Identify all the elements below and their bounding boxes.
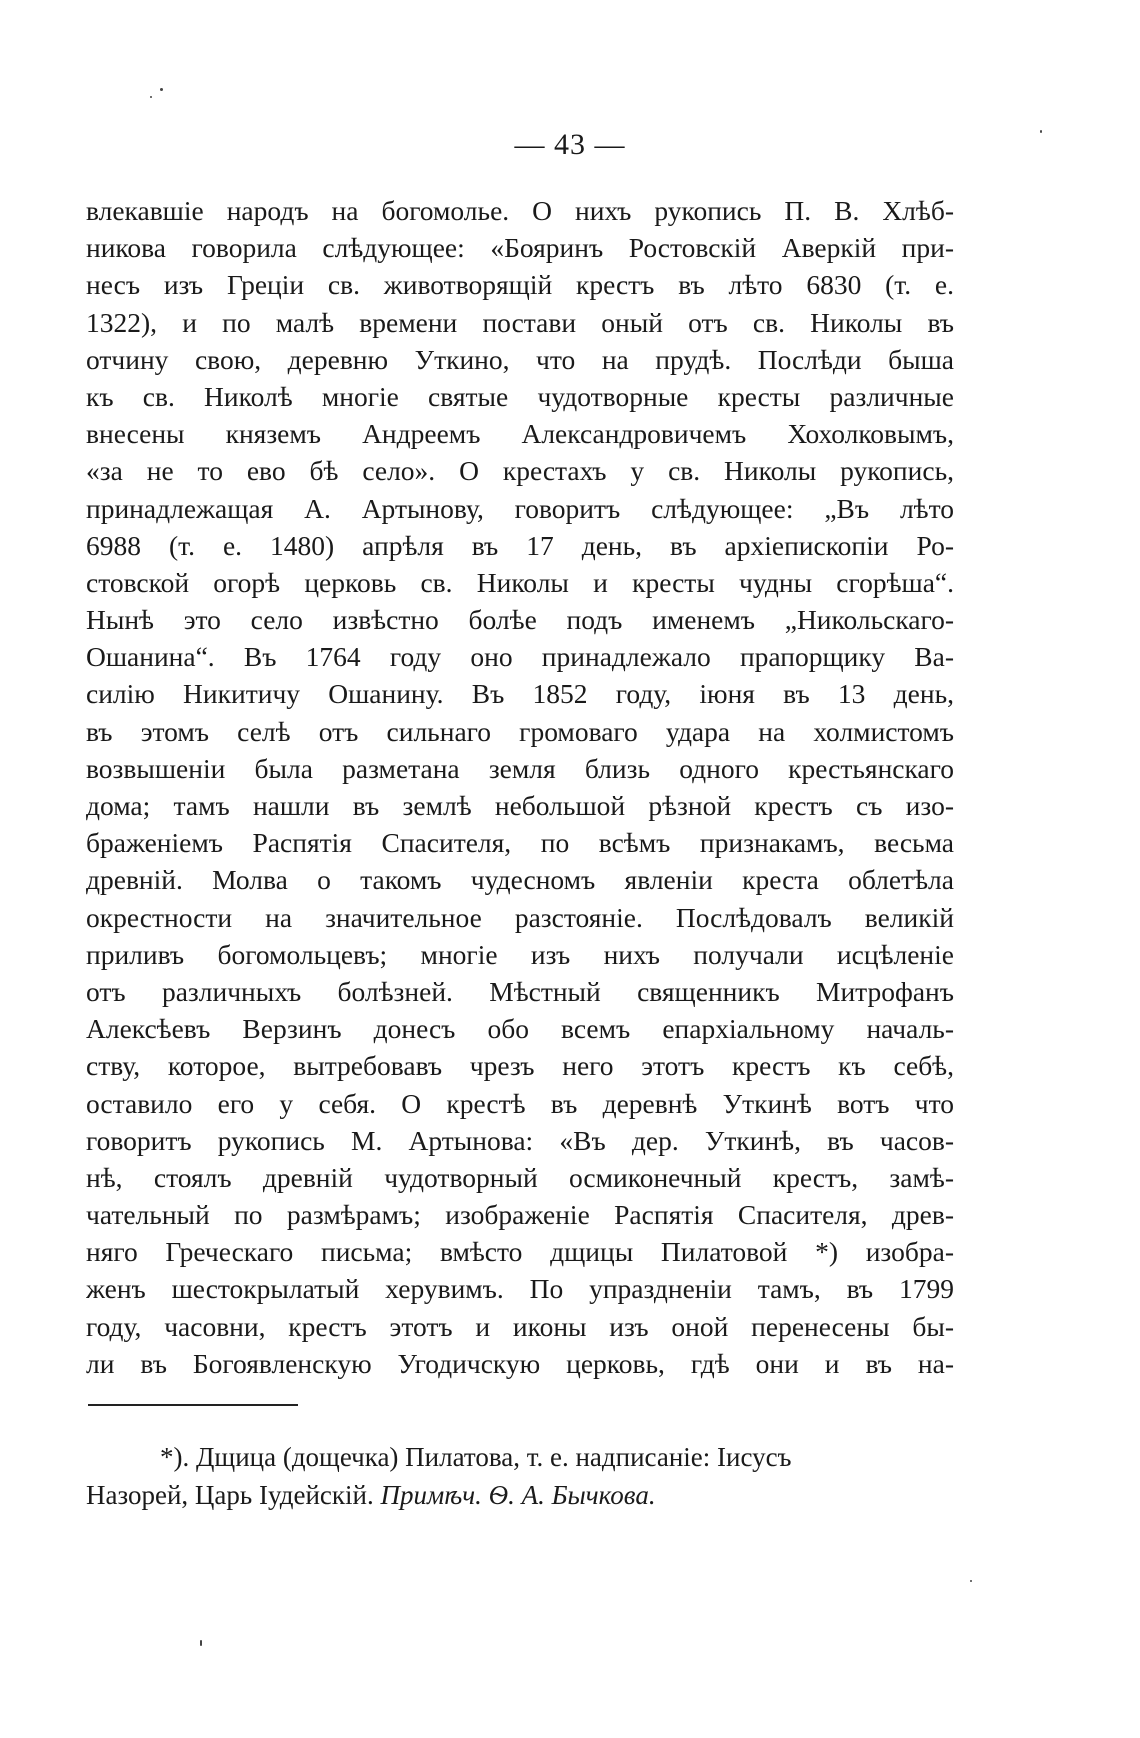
scan-speck bbox=[160, 88, 163, 91]
text-line: древній. Молва о такомъ чудесномъ явленіи креста облетѣла bbox=[86, 864, 954, 896]
scan-speck bbox=[150, 96, 152, 98]
text-line: Алексѣевъ Верзинъ донесъ обо всемъ епархіальному началь- bbox=[86, 1013, 954, 1045]
page-number: — 43 — bbox=[514, 128, 626, 161]
text-line: окрестности на значительное разстояніе. Послѣдовалъ великій bbox=[86, 901, 954, 933]
text-line: возвышеніи была разметана земля близь одного крестьянскаго bbox=[86, 752, 954, 784]
footnote-line-2 bbox=[86, 1476, 954, 1514]
text-line: чательный по размѣрамъ; изображеніе Распятія Спасителя, древ- bbox=[86, 1199, 954, 1231]
text-line: внесены княземъ Андреемъ Александровичемъ Хохолковымъ, bbox=[86, 418, 954, 450]
text-line: стовской огорѣ церковь св. Николы и кресты чудны сгорѣша“. bbox=[86, 566, 954, 598]
scan-speck bbox=[970, 1580, 972, 1582]
text-line: Ошанина“. Въ 1764 году оно принадлежало прапорщику Ва- bbox=[86, 641, 954, 673]
text-line: влекавшіе народъ на богомолье. О нихъ рукопись П. В. Хлѣб- bbox=[86, 195, 954, 226]
footnote-divider bbox=[88, 1404, 298, 1406]
text-line: говоритъ рукопись М. Артынова: «Въ дер. Уткинѣ, въ часов- bbox=[86, 1124, 954, 1156]
scan-speck bbox=[1040, 130, 1042, 133]
text-line: отчину свою, деревню Уткино, что на прудѣ. Послѣди быша bbox=[86, 343, 954, 375]
text-line: приливъ богомольцевъ; многіе изъ нихъ получали исцѣленіе bbox=[86, 938, 954, 970]
text-line: «за не то ево бѣ село». О крестахъ у св. Николы рукопись, bbox=[86, 455, 954, 487]
text-line: принадлежащая А. Артынову, говоритъ слѣдующее: „Въ лѣто bbox=[86, 492, 954, 524]
text-line: ли въ Богоявленскую Угодичскую церковь, гдѣ они и въ на- bbox=[86, 1347, 954, 1379]
text-line: году, часовни, крестъ этотъ и иконы изъ оной перенесены бы- bbox=[86, 1310, 954, 1342]
text-line: въ этомъ селѣ отъ сильнаго громоваго удара на холмистомъ bbox=[86, 715, 954, 747]
text-line: дома; тамъ нашли въ землѣ небольшой рѣзной крестъ съ изо- bbox=[86, 790, 954, 821]
text-line: силію Никитичу Ошанину. Въ 1852 году, іюня въ 13 день, bbox=[86, 678, 954, 710]
text-line: няго Греческаго письма; вмѣсто дщицы Пилатовой *) изобра- bbox=[86, 1236, 954, 1268]
text-line: 1322), и по малѣ времени постави оный отъ св. Николы въ bbox=[86, 306, 954, 338]
footnote bbox=[86, 1438, 954, 1514]
text-line: Нынѣ это село извѣстно болѣе подъ именемъ „Никольскаго- bbox=[86, 604, 954, 636]
footnote-text: Назорей, Царь Іудейскій. bbox=[86, 1480, 381, 1510]
text-line: ству, которое, вытребовавъ чрезъ него этотъ крестъ къ себѣ, bbox=[86, 1050, 954, 1082]
text-line: нѣ, стоялъ древній чудотворный осмиконечный крестъ, замѣ- bbox=[86, 1161, 954, 1193]
text-line: 6988 (т. е. 1480) апрѣля въ 17 день, въ архіепископіи Ро- bbox=[86, 529, 954, 561]
scan-speck bbox=[200, 1640, 202, 1646]
text-line: несъ изъ Греціи св. животворящій крестъ въ лѣто 6830 (т. е. bbox=[86, 269, 954, 301]
text-line: къ св. Николѣ многіе святые чудотворные кресты различные bbox=[86, 380, 954, 412]
footnote-line-1: *). Дщица (дощечка) Пилатова, т. е. надписаніе: Іисусъ bbox=[160, 1442, 792, 1472]
text-line: браженіемъ Распятія Спасителя, по всѣмъ признакамъ, весьма bbox=[86, 827, 954, 859]
text-line: отъ различныхъ болѣзней. Мѣстный священникъ Митрофанъ bbox=[86, 975, 954, 1007]
text-line: никова говорила слѣдующее: «Бояринъ Ростовскій Аверкій при- bbox=[86, 232, 954, 264]
text-line: оставило его у себя. О крестѣ въ деревнѣ Уткинѣ вотъ что bbox=[86, 1087, 954, 1119]
text-line: женъ шестокрылатый херувимъ. По упраздненіи тамъ, въ 1799 bbox=[86, 1273, 954, 1305]
footnote-attribution: Примѣч. Ѳ. А. Бычкова. bbox=[380, 1480, 656, 1510]
body-text bbox=[86, 192, 954, 1382]
